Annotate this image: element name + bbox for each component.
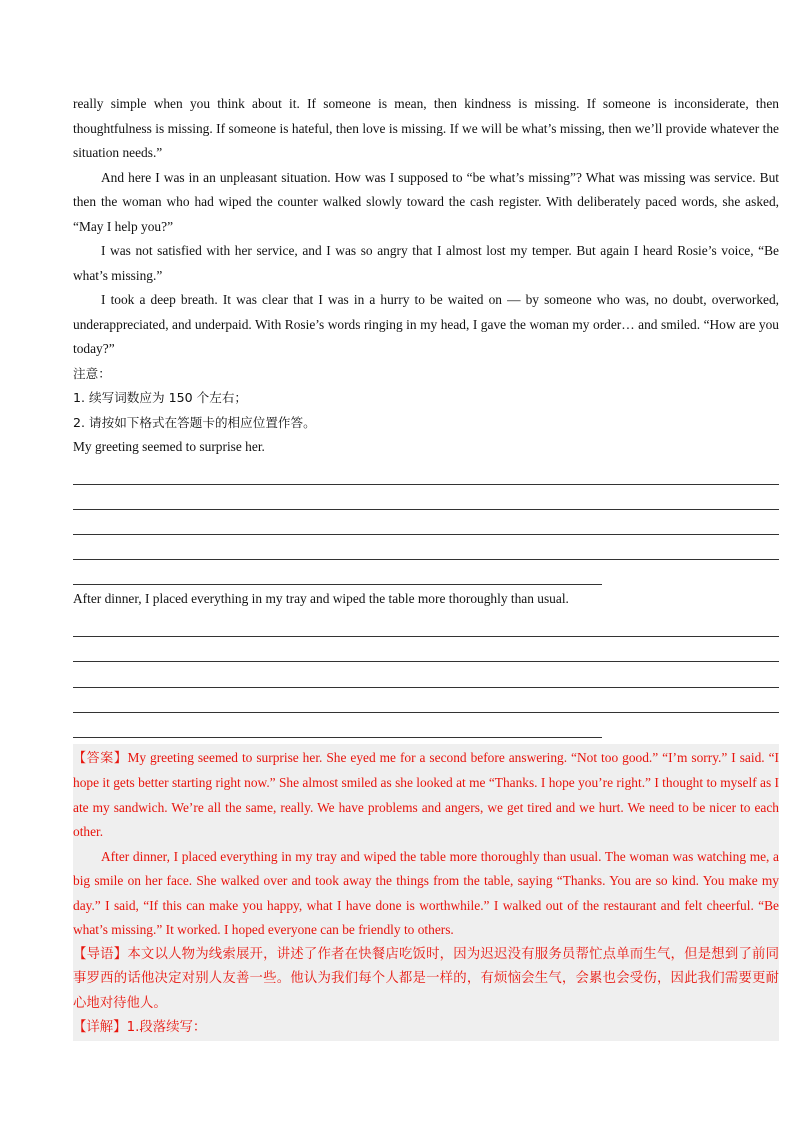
writing-line[interactable] xyxy=(73,637,779,662)
writing-line[interactable] xyxy=(73,535,779,560)
prompt-second-paragraph: After dinner, I placed everything in my tray and wiped the table more thoroughly than usual. xyxy=(73,591,569,607)
detail-tag: 【详解】 xyxy=(73,1020,127,1036)
guide-paragraph xyxy=(73,943,779,1017)
answer-paragraph-1 xyxy=(73,746,779,845)
prompt-first-paragraph: My greeting seemed to surprise her. xyxy=(73,439,265,454)
writing-line[interactable] xyxy=(73,460,779,485)
notes-heading: 注意： xyxy=(73,365,111,381)
document-page xyxy=(73,92,779,1041)
answer-tag: 【答案】 xyxy=(73,750,128,766)
answer-paragraph-2: After dinner, I placed everything in my tray and wiped the table more thoroughly than usual. The woman was watching me, a big smile on her face. She walked over and took away the things from the table, saying “Thanks. You are so kind. You make my day.” I said, “If this can make you happy, what I have done is worthwhile.” I walked out of the restaurant and felt cheerful. “Be what’s missing.” It worked. I hoped everyone can be friendly to others. xyxy=(73,848,779,938)
writing-line[interactable] xyxy=(73,662,779,687)
writing-line[interactable] xyxy=(73,560,602,585)
detail-paragraph xyxy=(73,1016,779,1041)
writing-line[interactable] xyxy=(73,688,779,713)
writing-lines-second xyxy=(73,612,779,738)
guide-tag: 【导语】 xyxy=(73,946,128,962)
writing-line[interactable] xyxy=(73,612,779,637)
writing-lines-first xyxy=(73,460,779,586)
notes-item-2: 2. 请按如下格式在答题卡的相应位置作答。 xyxy=(73,414,316,430)
passage-paragraph-4: I took a deep breath. It was clear that I was in a hurry to be waited on — by someone who was, no doubt, overworked, underappreciated, and underpaid. With Rosie’s words ringing in my head, I gave the woman my order… and smiled. “How are you today?” xyxy=(73,292,779,356)
writing-line[interactable] xyxy=(73,485,779,510)
passage-paragraph-1: really simple when you think about it. If someone is mean, then kindness is missing. If someone is inconsiderate, then thoughtfulness is missing. If someone is hateful, then love is missing. If we will be what’s missing, then we’ll provide whatever the situation needs.” xyxy=(73,96,779,160)
writing-line[interactable] xyxy=(73,510,779,535)
answer-text-1: My greeting seemed to surprise her. She eyed me for a second before answering. “Not too good.” “I’m sorry.” I said. “I hope it gets better starting right now.” She almost smiled as she looked at me “Thanks. I hope you’re right.” I thought to myself as I ate my sandwich. We’re all the same, really. We have problems and angers, we get tired and we hurt. We need to be nicer to each other. xyxy=(73,749,779,840)
notes-item-1: 1. 续写词数应为 150 个左右； xyxy=(73,390,248,405)
passage-paragraph-3: I was not satisfied with her service, and I was so angry that I almost lost my temper. But again I heard Rosie’s voice, “Be what’s missing.” xyxy=(73,243,779,283)
passage-paragraph-2: And here I was in an unpleasant situation. How was I supposed to “be what’s missing”? What was missing was service. But then the woman who had wiped the counter walked slowly toward the cash register. With deliberately paced words, she asked, “May I help you?” xyxy=(73,169,779,234)
detail-text: 1.段落续写： xyxy=(126,1020,207,1036)
writing-line[interactable] xyxy=(73,713,602,738)
guide-text: 本文以人物为线索展开，讲述了作者在快餐店吃饭时，因为迟迟没有服务员帮忙点单而生气，但是想到了前同事罗西的话他决定对别人友善一些。他认为我们每个人都是一样的，有烦恼会生气，会累也会受伤，因此我们需要更耐心地对待他人。 xyxy=(73,946,780,1011)
answer-section xyxy=(73,744,779,1041)
